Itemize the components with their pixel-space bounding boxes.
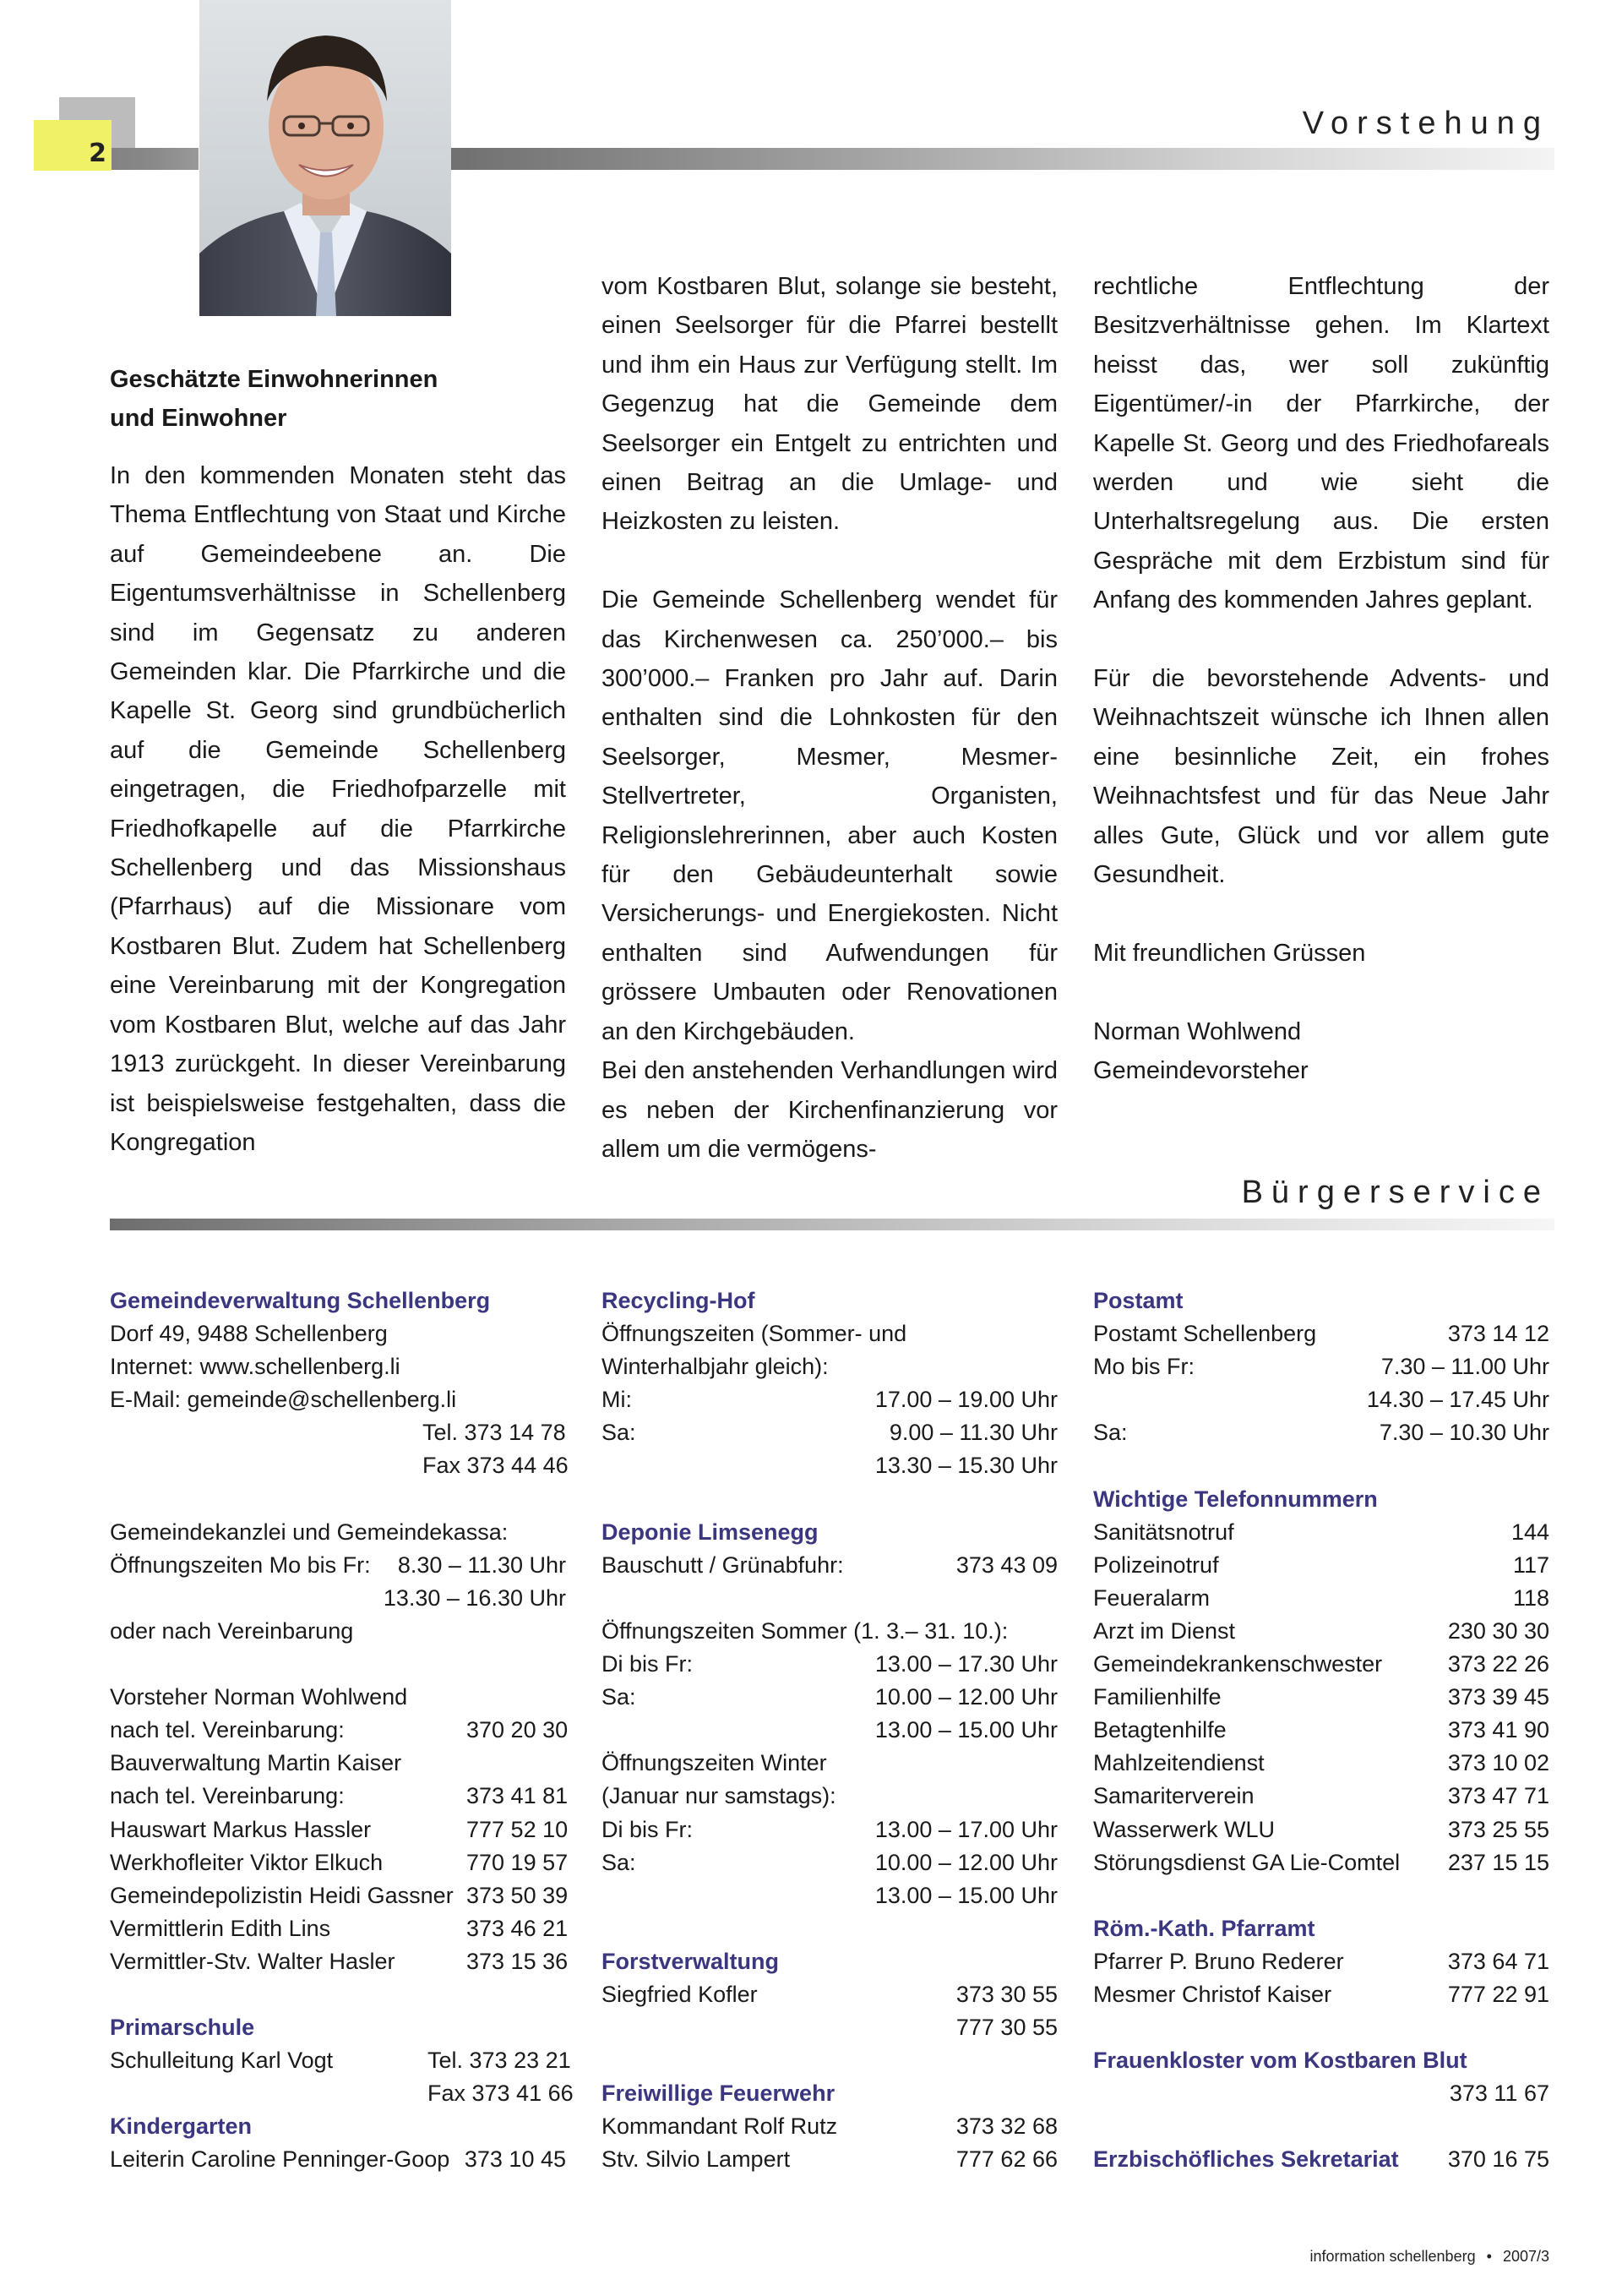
row-value: 118 (1512, 1584, 1549, 1611)
email-link[interactable]: E-Mail: gemeinde@schellenberg.li (110, 1387, 457, 1413)
contact-row (1093, 1945, 1549, 1978)
row-label: nach tel. Vereinbarung: (110, 1783, 345, 1809)
contact-row (110, 1813, 569, 1846)
contact-value: 370 16 75 (1447, 2146, 1549, 2173)
letter-column-3 (1093, 267, 1549, 1090)
header-bar-right (449, 148, 1554, 170)
contact-row (110, 1780, 569, 1813)
row-value: 230 30 30 (1447, 1617, 1549, 1644)
row-value (466, 1747, 566, 1780)
row-value: 373 25 55 (1447, 1816, 1549, 1842)
row-value: 13.00 – 15.00 Uhr (874, 1882, 1058, 1908)
row-label: Sanitätsnotruf (1093, 1519, 1234, 1545)
opening-hours-value-2: 13.30 – 16.30 Uhr (383, 1584, 566, 1611)
row-value: 10.00 – 12.00 Uhr (874, 1849, 1058, 1875)
winter-hours (601, 1813, 1058, 1912)
row-label: Sa: (601, 1420, 636, 1446)
letter-paragraph: Bei den anstehenden Verhandlungen wird es neben der Kirchenfinanzierung vor allem um die vermögens- (601, 1057, 1058, 1163)
row-label: Gemeindepolizistin Heidi Gassner (110, 1882, 454, 1908)
row-value: 144 (1510, 1519, 1549, 1545)
heading-pfarramt: Röm.-Kath. Pfarramt (1093, 1915, 1315, 1941)
contact-row (601, 1714, 1058, 1747)
feuerwehr-contacts (601, 2110, 1058, 2176)
contact-row (110, 2077, 574, 2110)
contact-row (601, 1549, 1058, 1582)
letter-paragraph: In den kommenden Monaten steht das Thema Entflechtung von Staat und Kirche auf Gemeindeebene an. Die Eigentumsverhältnisse in Schellenberg sind im Gegensatz zu anderen Gemeinden klar. Die Pfarrkirche und die Kapelle St. Georg sind grundbücherlich auf die Gemeinde Schellenberg eingetragen, die Friedhofparzelle mit Friedhofkapelle auf die Pfarrkirche Schellenberg und das Missionshaus (Pfarrhaus) auf die Missionare vom Kostbaren Blut. Zudem hat Schellenberg eine Vereinbarung mit der Kongregation vom Kostbaren Blut, welche auf das Jahr 1913 zurückgeht. In dieser Vereinbarung ist beispielsweise festgehalten, dass die Kongregation (110, 462, 566, 1156)
contact-row (110, 1945, 569, 1978)
row-value: 117 (1512, 1552, 1549, 1578)
contact-row (1093, 1714, 1549, 1747)
row-value: 13.00 – 17.30 Uhr (874, 1651, 1058, 1677)
contact-row (601, 1846, 1058, 1879)
contact-row (1093, 1615, 1549, 1648)
row-value: 373 22 26 (1447, 1651, 1549, 1677)
heading-recycling: Recycling-Hof (601, 1288, 755, 1313)
opening-hours-note: oder nach Vereinbarung (110, 1617, 354, 1644)
section-title-vorstehung: Vorstehung (1302, 106, 1549, 141)
row-value: 17.00 – 19.00 Uhr (874, 1387, 1058, 1413)
contact-value: 373 11 67 (1449, 2081, 1549, 2107)
letter-paragraph: rechtliche Entflechtung der Besitzverhältnisse gehen. Im Klartext heisst das, wer soll zukünftig Eigentümer/-in der Pfarrkirche, der Kapelle St. Georg und des Friedhofareals werden und wie sieht die Unterhaltsregelung aus. Die ersten Gespräche mit dem Erzbistum sind für Anfang des kommenden Jahres geplant. (1093, 273, 1549, 614)
contact-value: Fax 373 41 66 (427, 2081, 574, 2107)
row-value: 237 15 15 (1447, 1849, 1549, 1875)
contact-row (1093, 1350, 1549, 1383)
letter-paragraph: Für die bevorstehende Advents- und Weihnachtszeit wünsche ich Ihnen allen eine besinnliche Zeit, ein frohes Weihnachtsfest und für das Neue Jahr alles Gute, Glück und vor allem gute Gesundheit. (1093, 665, 1549, 889)
contact-row (1093, 2143, 1549, 2176)
contact-row (1093, 1516, 1549, 1549)
recycling-line: Winterhalbjahr gleich): (601, 1354, 829, 1380)
contact-label: Siegfried Kofler (601, 1981, 758, 2007)
heading-deponie: Deponie Limsenegg (601, 1519, 819, 1545)
row-value: 13.30 – 15.30 Uhr (874, 1453, 1058, 1479)
heading-gemeindeverwaltung: Gemeindeverwaltung Schellenberg (110, 1288, 491, 1313)
greeting-line-2: und Einwohner (110, 405, 287, 432)
row-label: Sa: (601, 1849, 636, 1875)
recycling-line: Öffnungszeiten (Sommer- und (601, 1321, 907, 1347)
contact-row (1093, 1416, 1549, 1449)
row-label: Gemeindekrankenschwester (1093, 1651, 1383, 1677)
heading-telefonnummern: Wichtige Telefonnummern (1093, 1486, 1378, 1512)
contact-list (110, 1714, 569, 1978)
row-label: Hauswart Markus Hassler (110, 1816, 372, 1842)
row-label: Mahlzeitendienst (1093, 1750, 1265, 1776)
row-label: Vermittler-Stv. Walter Hasler (110, 1948, 395, 1974)
sommer-title: Öffnungszeiten Sommer (1. 3.– 31. 10.): (601, 1617, 1009, 1644)
row-label: Polizeinotruf (1093, 1552, 1219, 1578)
contact-row (601, 1416, 1058, 1449)
heading-kindergarten: Kindergarten (110, 2113, 253, 2140)
row-value: 777 52 10 (466, 1816, 569, 1842)
opening-hours-value: 8.30 – 11.30 Uhr (397, 1552, 566, 1578)
row-value: 7.30 – 10.30 Uhr (1379, 1420, 1549, 1446)
row-value: 10.00 – 12.00 Uhr (874, 1684, 1058, 1710)
row-value: 7.30 – 11.00 Uhr (1380, 1354, 1549, 1380)
service-column-2 (601, 1284, 1058, 2177)
service-column-3 (1093, 1284, 1549, 2177)
row-value: 373 14 12 (1447, 1321, 1549, 1347)
contact-value: 373 30 55 (955, 1981, 1058, 2007)
row-value: 373 10 02 (1447, 1750, 1549, 1776)
section-divider-bar (110, 1219, 1554, 1230)
contact-row (601, 1449, 1058, 1482)
contact-row (110, 1747, 566, 1780)
footer-text: information schellenberg (1309, 2248, 1476, 2265)
contact-label: Leiterin Caroline Penninger-Goop (110, 2146, 450, 2173)
row-label: Mo bis Fr: (1093, 1354, 1195, 1380)
tel-number: Tel. 373 14 78 (422, 1420, 566, 1446)
row-value: 373 32 68 (955, 2113, 1058, 2140)
row-value: 370 20 30 (466, 1717, 569, 1743)
contact-value: 373 43 09 (955, 1552, 1058, 1578)
row-label: Mi: (601, 1387, 632, 1413)
contact-row (601, 1879, 1058, 1912)
contact-value: 373 10 45 (464, 2146, 566, 2173)
row-label: Kommandant Rolf Rutz (601, 2113, 838, 2140)
contact-row (601, 1648, 1058, 1681)
contact-value: 777 30 55 (955, 2015, 1058, 2041)
contact-row (1093, 1648, 1549, 1681)
row-label: Bauverwaltung Martin Kaiser (110, 1750, 402, 1776)
row-label: nach tel. Vereinbarung: (110, 1717, 345, 1743)
heading-frauenkloster: Frauenkloster vom Kostbaren Blut (1093, 2048, 1467, 2074)
opening-hours-label: Öffnungszeiten Mo bis Fr: (110, 1552, 371, 1578)
row-value: 9.00 – 11.30 Uhr (889, 1420, 1058, 1446)
row-label: Feueralarm (1093, 1584, 1211, 1611)
section-title-buergerservice: Bürgerservice (1241, 1175, 1549, 1210)
service-column-1 (110, 1284, 574, 2177)
contact-row (1093, 1582, 1549, 1615)
row-value: 373 41 81 (466, 1783, 569, 1809)
contact-label: Schulleitung Karl Vogt (110, 2048, 334, 2074)
contact-row (1093, 1780, 1549, 1813)
heading-feuerwehr: Freiwillige Feuerwehr (601, 2081, 835, 2107)
row-label: Pfarrer P. Bruno Rederer (1093, 1948, 1344, 1974)
pfarramt-contacts (1093, 1945, 1549, 2011)
internet-link[interactable]: Internet: www.schellenberg.li (110, 1354, 400, 1380)
kanzlei-label: Gemeindekanzlei und Gemeindekassa: (110, 1519, 509, 1545)
contact-row (110, 2044, 571, 2077)
row-label: Di bis Fr: (601, 1651, 693, 1677)
signature-name: Norman Wohlwend (1093, 1017, 1302, 1045)
heading-sekretariat: Erzbischöfliches Sekretariat (1093, 2146, 1399, 2173)
contact-row (601, 1978, 1058, 2011)
row-label: Postamt Schellenberg (1093, 1321, 1317, 1347)
footer (1309, 2248, 1549, 2266)
row-value: 777 62 66 (955, 2146, 1058, 2173)
footer-issue: 2007/3 (1502, 2248, 1549, 2265)
footer-separator: • (1486, 2248, 1492, 2265)
contact-row (601, 1383, 1058, 1416)
winter-title: (Januar nur samstags): (601, 1783, 836, 1809)
contact-row (1093, 1549, 1549, 1582)
greeting-line-1: Geschätzte Einwohnerinnen (110, 366, 438, 393)
sommer-hours (601, 1648, 1058, 1747)
signature-role: Gemeindevorsteher (1093, 1057, 1309, 1085)
contact-row (1093, 1681, 1549, 1714)
row-value: 373 46 21 (466, 1915, 569, 1941)
contact-row (1093, 1317, 1549, 1350)
contact-row (110, 1879, 569, 1912)
letter-column-2 (601, 267, 1058, 1169)
letter-paragraph: Die Gemeinde Schellenberg wendet für das Kirchenwesen ca. 250’000.– bis 300’000.– Franken pro Jahr auf. Darin enthalten sind die Lohnkosten für den Seelsorger, Mesmer, Mesmer-Stellvertreter, Organisten, Religionslehrerinnen, aber auch Kosten für den Gebäudeunterhalt sowie Versicherungs- und Energiekosten. Nicht enthalten sind Aufwendungen für grössere Umbauten oder Renovationen an den Kirchgebäuden. (601, 586, 1058, 1045)
postamt-rows (1093, 1317, 1549, 1449)
letter-closing: Mit freundlichen Grüssen (1093, 939, 1366, 967)
contact-row (1093, 1747, 1549, 1780)
heading-primarschule: Primarschule (110, 2015, 255, 2041)
address: Dorf 49, 9488 Schellenberg (110, 1321, 388, 1347)
row-label: Vermittlerin Edith Lins (110, 1915, 331, 1941)
row-value: 373 39 45 (1447, 1684, 1549, 1710)
page-number: 2 (89, 139, 106, 168)
contact-row (1093, 1813, 1549, 1846)
contact-row (601, 1681, 1058, 1714)
row-value: 770 19 57 (466, 1849, 569, 1875)
letter-column-1 (110, 267, 566, 1162)
row-label: Samariterverein (1093, 1783, 1255, 1809)
row-label: Di bis Fr: (601, 1816, 693, 1842)
contact-row (110, 1912, 569, 1945)
row-value: 13.00 – 17.00 Uhr (874, 1816, 1058, 1842)
phone-number-list (1093, 1516, 1549, 1879)
vorsteher-label: Vorsteher Norman Wohlwend (110, 1684, 408, 1710)
contact-row (1093, 1978, 1549, 2011)
contact-row (601, 2143, 1058, 2176)
contact-row (110, 1846, 569, 1879)
row-label: Störungsdienst GA Lie-Comtel (1093, 1849, 1401, 1875)
contact-row (601, 2110, 1058, 2143)
row-label: Familienhilfe (1093, 1684, 1222, 1710)
row-label: Sa: (1093, 1420, 1128, 1446)
row-value: 14.30 – 17.45 Uhr (1366, 1387, 1549, 1413)
row-value: 373 47 71 (1447, 1783, 1549, 1809)
row-label: Werkhofleiter Viktor Elkuch (110, 1849, 384, 1875)
contact-row (110, 1714, 569, 1747)
row-value: 13.00 – 15.00 Uhr (874, 1717, 1058, 1743)
contact-row (601, 1813, 1058, 1846)
recycling-hours (601, 1383, 1058, 1482)
row-value: 373 50 39 (466, 1882, 569, 1908)
row-label: Betagtenhilfe (1093, 1717, 1227, 1743)
contact-value: Tel. 373 23 21 (427, 2048, 571, 2074)
contact-row (1093, 1383, 1549, 1416)
opening-hours-row (110, 1549, 566, 1582)
row-label: Stv. Silvio Lampert (601, 2146, 791, 2173)
row-label: Sa: (601, 1684, 636, 1710)
row-label: Mesmer Christof Kaiser (1093, 1981, 1332, 2007)
row-value: 373 41 90 (1447, 1717, 1549, 1743)
row-value: 373 64 71 (1447, 1948, 1549, 1974)
row-label: Arzt im Dienst (1093, 1617, 1236, 1644)
winter-title: Öffnungszeiten Winter (601, 1750, 827, 1776)
row-value: 373 15 36 (466, 1948, 569, 1974)
row-value: 777 22 91 (1447, 1981, 1549, 2007)
row-label: Wasserwerk WLU (1093, 1816, 1276, 1842)
letter-paragraph: vom Kostbaren Blut, solange sie besteht, einen Seelsorger für die Pfarrei bestellt und ihm ein Haus zur Verfügung stellt. Im Gegenzug hat die Gemeinde dem Seelsorger ein Entgelt zu entrichten und einen Beitrag an die Umlage- und Heizkosten zu leisten. (601, 273, 1058, 536)
heading-postamt: Postamt (1093, 1288, 1184, 1313)
contact-row (1093, 1846, 1549, 1879)
heading-forstverwaltung: Forstverwaltung (601, 1948, 780, 1974)
contact-row (110, 2143, 566, 2176)
fax-number: Fax 373 44 46 (422, 1453, 569, 1479)
contact-label: Bauschutt / Grünabfuhr: (601, 1552, 844, 1578)
